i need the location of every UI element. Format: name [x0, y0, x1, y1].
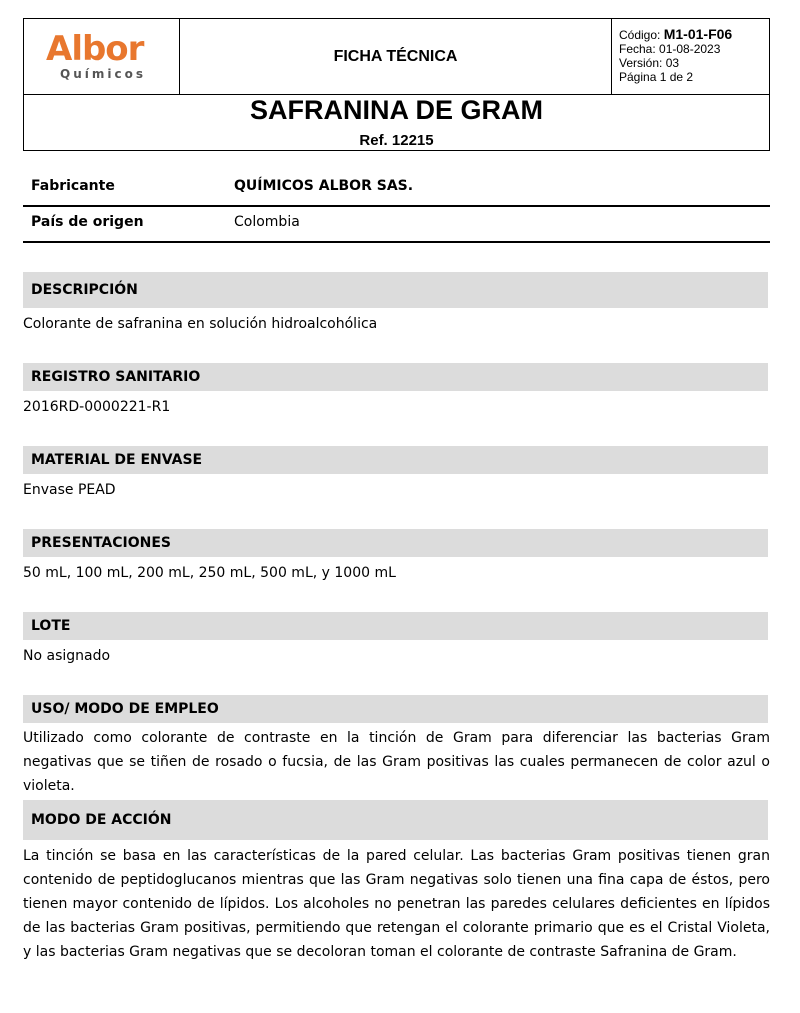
code-label: Código:: [619, 28, 661, 42]
product-reference: Ref. 12215: [359, 132, 434, 149]
registry-heading: REGISTRO SANITARIO: [23, 363, 768, 391]
registry-body: 2016RD-0000221-R1: [23, 399, 171, 415]
usage-body: Utilizado como colorante de contraste en la tinción de Gram para diferenciar las bacterias Gram negativas que se tiñen de rosado o fucsia, de las Gram positivas las cuales permanecen de color azul o violeta.: [23, 730, 770, 794]
origin-value: Colombia: [234, 214, 300, 230]
action-heading: MODO DE ACCIÓN: [23, 800, 768, 840]
document-type: FICHA TÉCNICA: [333, 47, 458, 65]
action-body: La tinción se basa en las características de la pared celular. Las bacterias Gram positivas tienen gran contenido de peptidoglucanos mientras que las Gram negativas solo tienen una fina capa de éstos, pero tienen mayor contenido de lípidos. Los alcoholes no penetran las paredes celulares deficientes en lípidos de las bacterias Gram positivas, permitiendo que retengan el colorante primario que es el Cristal Violeta, y las bacterias Gram negativas que se decoloran toman el colorante de contraste Safranina de Gram.: [23, 848, 770, 960]
origin-row: [23, 207, 770, 243]
presentations-heading: PRESENTACIONES: [23, 529, 768, 557]
code-line: [619, 27, 769, 42]
manufacturer-label: Fabricante: [31, 178, 115, 194]
page-line: Página 1 de 2: [619, 70, 694, 84]
lot-body: No asignado: [23, 648, 111, 664]
product-title: SAFRANINA DE GRAM: [250, 95, 543, 125]
code-value: M1-01-F06: [663, 26, 733, 42]
logo-subtitle: Químicos: [60, 67, 146, 81]
usage-heading: USO/ MODO DE EMPLEO: [23, 695, 768, 723]
description-heading: DESCRIPCIÓN: [23, 272, 768, 308]
date-line: Fecha: 01-08-2023: [619, 42, 721, 56]
document-meta: [611, 19, 769, 94]
logo-wordmark: Albor: [46, 29, 144, 69]
document-header: [23, 18, 770, 151]
company-logo: [24, 19, 180, 94]
material-body: Envase PEAD: [23, 482, 116, 498]
description-body: Colorante de safranina en solución hidroalcohólica: [23, 316, 378, 332]
header-top-row: [24, 19, 769, 95]
lot-heading: LOTE: [23, 612, 768, 640]
material-heading: MATERIAL DE ENVASE: [23, 446, 768, 474]
origin-label: País de origen: [31, 214, 144, 230]
presentations-body: 50 mL, 100 mL, 200 mL, 250 mL, 500 mL, y 1000 mL: [23, 565, 396, 581]
manufacturer-row: [23, 171, 770, 207]
version-line: Versión: 03: [619, 56, 680, 70]
manufacturer-value: QUÍMICOS ALBOR SAS.: [234, 178, 414, 194]
